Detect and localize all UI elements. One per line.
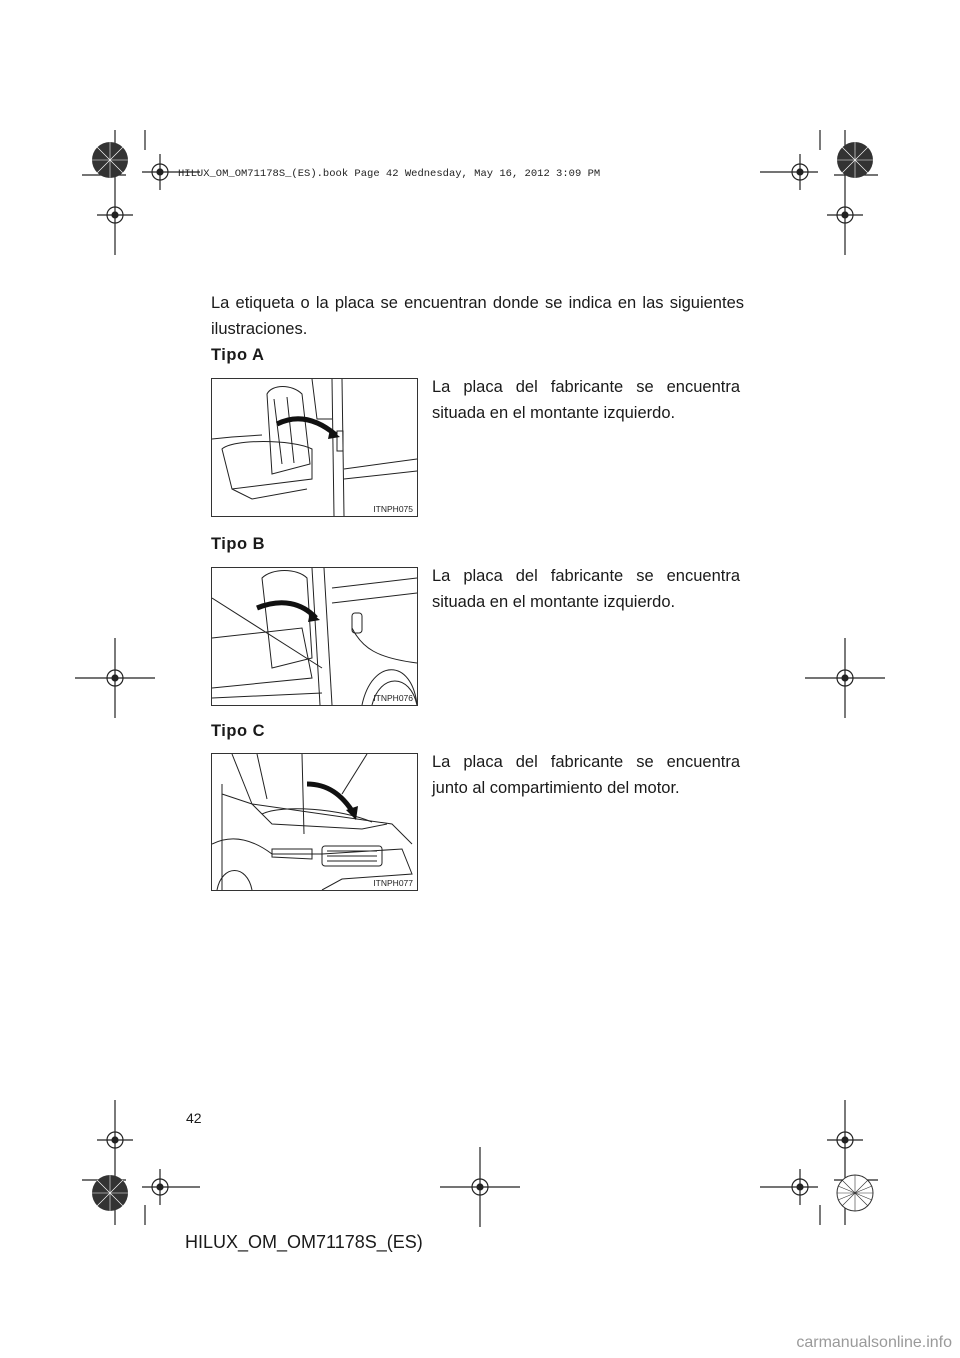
figure-code: ITNPH075 xyxy=(373,504,413,514)
figure-code: ITNPH076 xyxy=(373,693,413,703)
intro-paragraph: La etiqueta o la placa se encuentran donde se indica en las siguientes ilustraciones. xyxy=(211,294,744,338)
type-b-description xyxy=(432,563,740,615)
description-line: La placa del fabricante se encuentra xyxy=(432,753,740,771)
starburst-top-left xyxy=(92,142,128,178)
type-c-heading: Tipo C xyxy=(211,722,266,740)
door-pillar-seat-illustration xyxy=(212,379,417,516)
type-a-description xyxy=(432,374,740,426)
watermark-site[interactable]: carmanualsonline.info xyxy=(796,1334,952,1351)
figure-type-a xyxy=(211,378,418,517)
figure-code: ITNPH077 xyxy=(373,878,413,888)
crosshair-bottom-left xyxy=(142,1169,200,1205)
starburst-bottom-left xyxy=(92,1175,128,1211)
crosshair-left-middle xyxy=(75,638,155,718)
crosshair-bottom-right xyxy=(760,1169,818,1205)
description-line: junto al compartimiento del motor. xyxy=(432,779,680,797)
type-a-heading: Tipo A xyxy=(211,346,265,364)
footer-document-code: HILUX_OM_OM71178S_(ES) xyxy=(185,1232,423,1252)
figure-type-b xyxy=(211,567,418,706)
description-line: La placa del fabricante se encuentra xyxy=(432,567,740,585)
crosshair-top-right xyxy=(760,154,818,190)
type-c-description xyxy=(432,749,740,801)
starburst-top-right xyxy=(837,142,873,178)
crosshair-bottom-center xyxy=(440,1147,520,1227)
description-line: situada en el montante izquierdo. xyxy=(432,593,676,611)
type-b-heading: Tipo B xyxy=(211,535,266,553)
page-number: 42 xyxy=(186,1110,202,1126)
description-line: La placa del fabricante se encuentra xyxy=(432,378,740,396)
book-file-header: HILUX_OM_OM71178S_(ES).book Page 42 Wednesday, May 16, 2012 3:09 PM xyxy=(178,168,601,180)
starburst-bottom-right xyxy=(837,1175,873,1211)
crosshair-right-middle xyxy=(805,638,885,718)
description-line: situada en el montante izquierdo. xyxy=(432,404,676,422)
door-pillar-bench-illustration xyxy=(212,568,417,705)
figure-type-c xyxy=(211,753,418,891)
engine-compartment-illustration xyxy=(212,754,417,890)
